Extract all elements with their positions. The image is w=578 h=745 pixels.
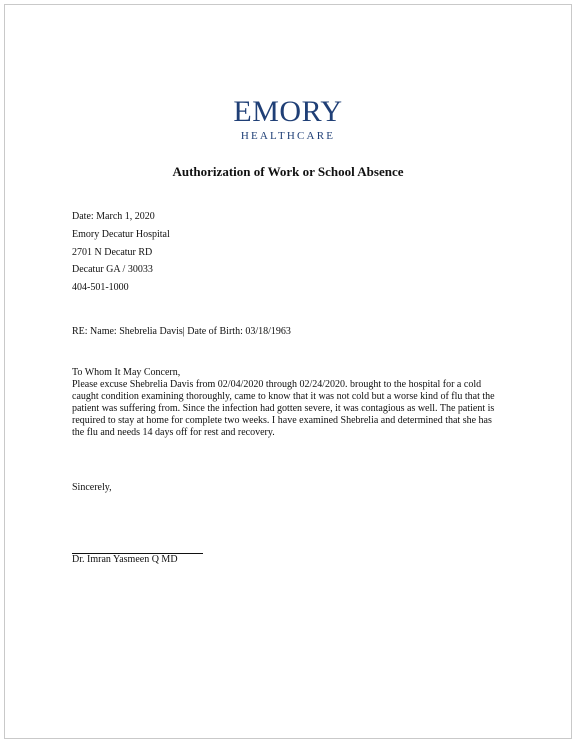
date-line: Date: March 1, 2020 [72,211,155,222]
address-line-1: 2701 N Decatur RD [72,247,153,258]
logo-sub-text: HEALTHCARE [240,130,336,142]
body-line: caught condition examining thoroughly, came to know that it was not cold but a worse kind of flu that the [72,391,495,402]
phone-number: 404-501-1000 [72,282,129,293]
hospital-name: Emory Decatur Hospital [72,229,170,240]
body-line: Please excuse Shebrelia Davis from 02/04/2020 through 02/24/2020. brought to the hospital for a cold [72,379,482,390]
letter-body [72,367,512,439]
body-line: patient was suffering from. Since the infection had gotten severe, it was contagious as well. The patient is [72,403,495,414]
salutation: To Whom It May Concern, [72,367,181,378]
body-line: required to stay at home for complete two weeks. I have examined Shebrelia and determined that she has [72,415,492,426]
re-line: RE: Name: Shebrelia Davis| Date of Birth: 03/18/1963 [72,326,291,337]
signer-name: Dr. Imran Yasmeen Q MD [72,554,178,565]
document-page [4,4,572,739]
logo-main-text: EMORY [233,95,343,128]
body-line: the flu and needs 14 days off for rest and recovery. [72,427,275,438]
address-line-2: Decatur GA / 30033 [72,264,153,275]
emory-healthcare-logo [5,97,571,142]
closing: Sincerely, [72,482,112,493]
document-title: Authorization of Work or School Absence [172,164,404,179]
